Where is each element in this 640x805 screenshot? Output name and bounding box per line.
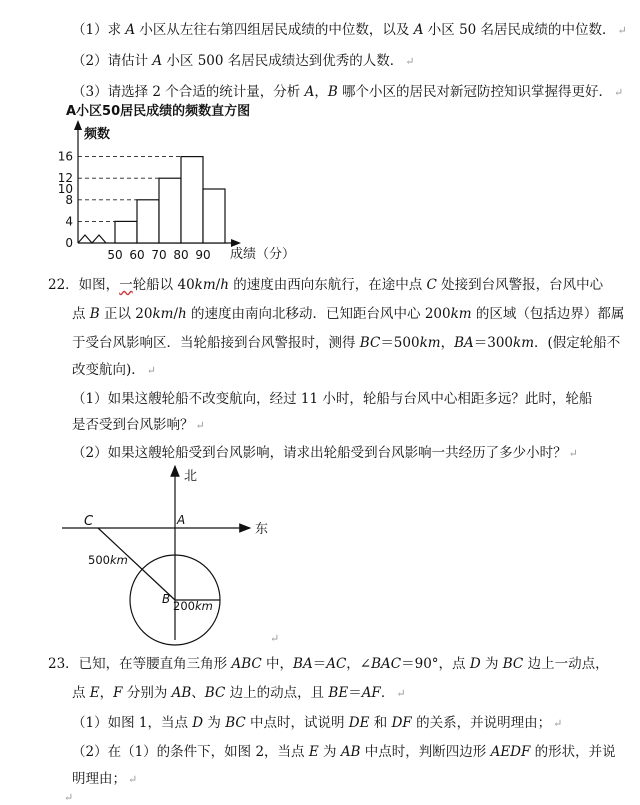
- y-tick-label: 10: [58, 182, 73, 196]
- geometry-figure: [60, 460, 340, 650]
- x-tick-label: 60: [129, 248, 145, 262]
- y-tick-label: 12: [58, 171, 73, 186]
- q23-line2: 点 E，F 分别为 AB、BC 边上的动点，且 BE＝AF． ↵: [72, 685, 406, 701]
- axis-break: [78, 235, 106, 243]
- q23-line1: 23．已知，在等腰直角三角形 ABC 中，BA＝AC，∠BAC＝90°，点 D 为 BC 边上一动点，: [48, 656, 609, 672]
- histogram-bar: [159, 178, 181, 243]
- histogram-bar: [137, 200, 159, 243]
- figure-paragraph-mark: ↵: [270, 632, 280, 645]
- point-C-label: C: [84, 514, 94, 529]
- q23-part1: （1）如图 1，当点 D 为 BC 中点时，试说明 DE 和 DF 的关系，并说明理由； ↵: [72, 715, 563, 731]
- q21-part3: （3）请选择 2 个合适的统计量，分析 A，B 哪个小区的居民对新冠防控知识掌握得更好． ↵: [72, 84, 624, 100]
- q22-stem-line1: 22．如图，一轮船以 40km/h 的速度由西向东航行，在途中点 C 处接到台风警报，台风中心: [48, 277, 604, 293]
- q22-stem-line3: 于受台风影响区．当轮船接到台风警报时，测得 BC＝500km，BA＝300km．(假定轮船不: [72, 335, 621, 351]
- q22-part2: （2）如果这艘轮船受到台风影响，请求出轮船受到台风影响一共经历了多少小时？ ↵: [72, 445, 578, 461]
- point-A-label: A: [177, 513, 186, 527]
- q23-part2-line2: 明理由； ↵: [72, 771, 138, 787]
- label-200km: 200km: [173, 599, 213, 613]
- x-tick-label: 90: [195, 248, 211, 262]
- chart-title: A小区50居民成绩的频数直方图: [66, 104, 251, 119]
- histogram-bar: [203, 189, 225, 243]
- y-tick-label: 4: [65, 214, 73, 229]
- q22-stem-line2: 点 B 正以 20km/h 的速度由南向北移动．已知距台风中心 200km 的区域（包括边界）都属: [72, 306, 625, 322]
- histogram-bar: [181, 157, 203, 243]
- point-B-label: B: [162, 592, 171, 606]
- q23-part2-line1: （2）在（1）的条件下，如图 2，当点 E 为 AB 中点时，判断四边形 AEDF 的形状，并说: [72, 744, 616, 760]
- histogram-bar: [115, 221, 137, 243]
- x-axis-arrow: [231, 239, 241, 247]
- y-tick-label: 16: [58, 149, 73, 164]
- trailing-paragraph-mark: ↵: [64, 791, 74, 804]
- x-tick-label: 70: [151, 248, 167, 262]
- north-label: 北: [184, 469, 198, 484]
- histogram-chart: [58, 100, 358, 265]
- q21-part2: （2）请估计 A 小区 500 名居民成绩达到优秀的人数． ↵: [72, 53, 415, 69]
- label-500km: 500km: [88, 553, 128, 567]
- x-tick-label: 80: [173, 248, 189, 262]
- east-label: 东: [255, 522, 269, 537]
- paragraph-mark: ↵: [617, 24, 627, 37]
- q21-part1: （1）求 A 小区从左往右第四组居民成绩的中位数，以及 A 小区 50 名居民成绩的中位数． ↵: [72, 22, 627, 38]
- y-axis-arrow: [74, 120, 82, 130]
- q22-stem-line4: 改变航向)． ↵: [72, 362, 156, 378]
- x-tick-label: 50: [107, 248, 123, 262]
- y-axis-label: 频数: [84, 127, 111, 142]
- y-tick-label: 8: [65, 192, 73, 207]
- q22-part1-line1: （1）如果这艘轮船不改变航向，经过 11 小时，轮船与台风中心相距多远？此时，轮船: [72, 391, 593, 407]
- q22-part1-line2: 是否受到台风影响？ ↵: [72, 417, 205, 433]
- y-tick-label: 0: [65, 236, 73, 250]
- x-axis-label: 成绩（分）: [230, 247, 296, 262]
